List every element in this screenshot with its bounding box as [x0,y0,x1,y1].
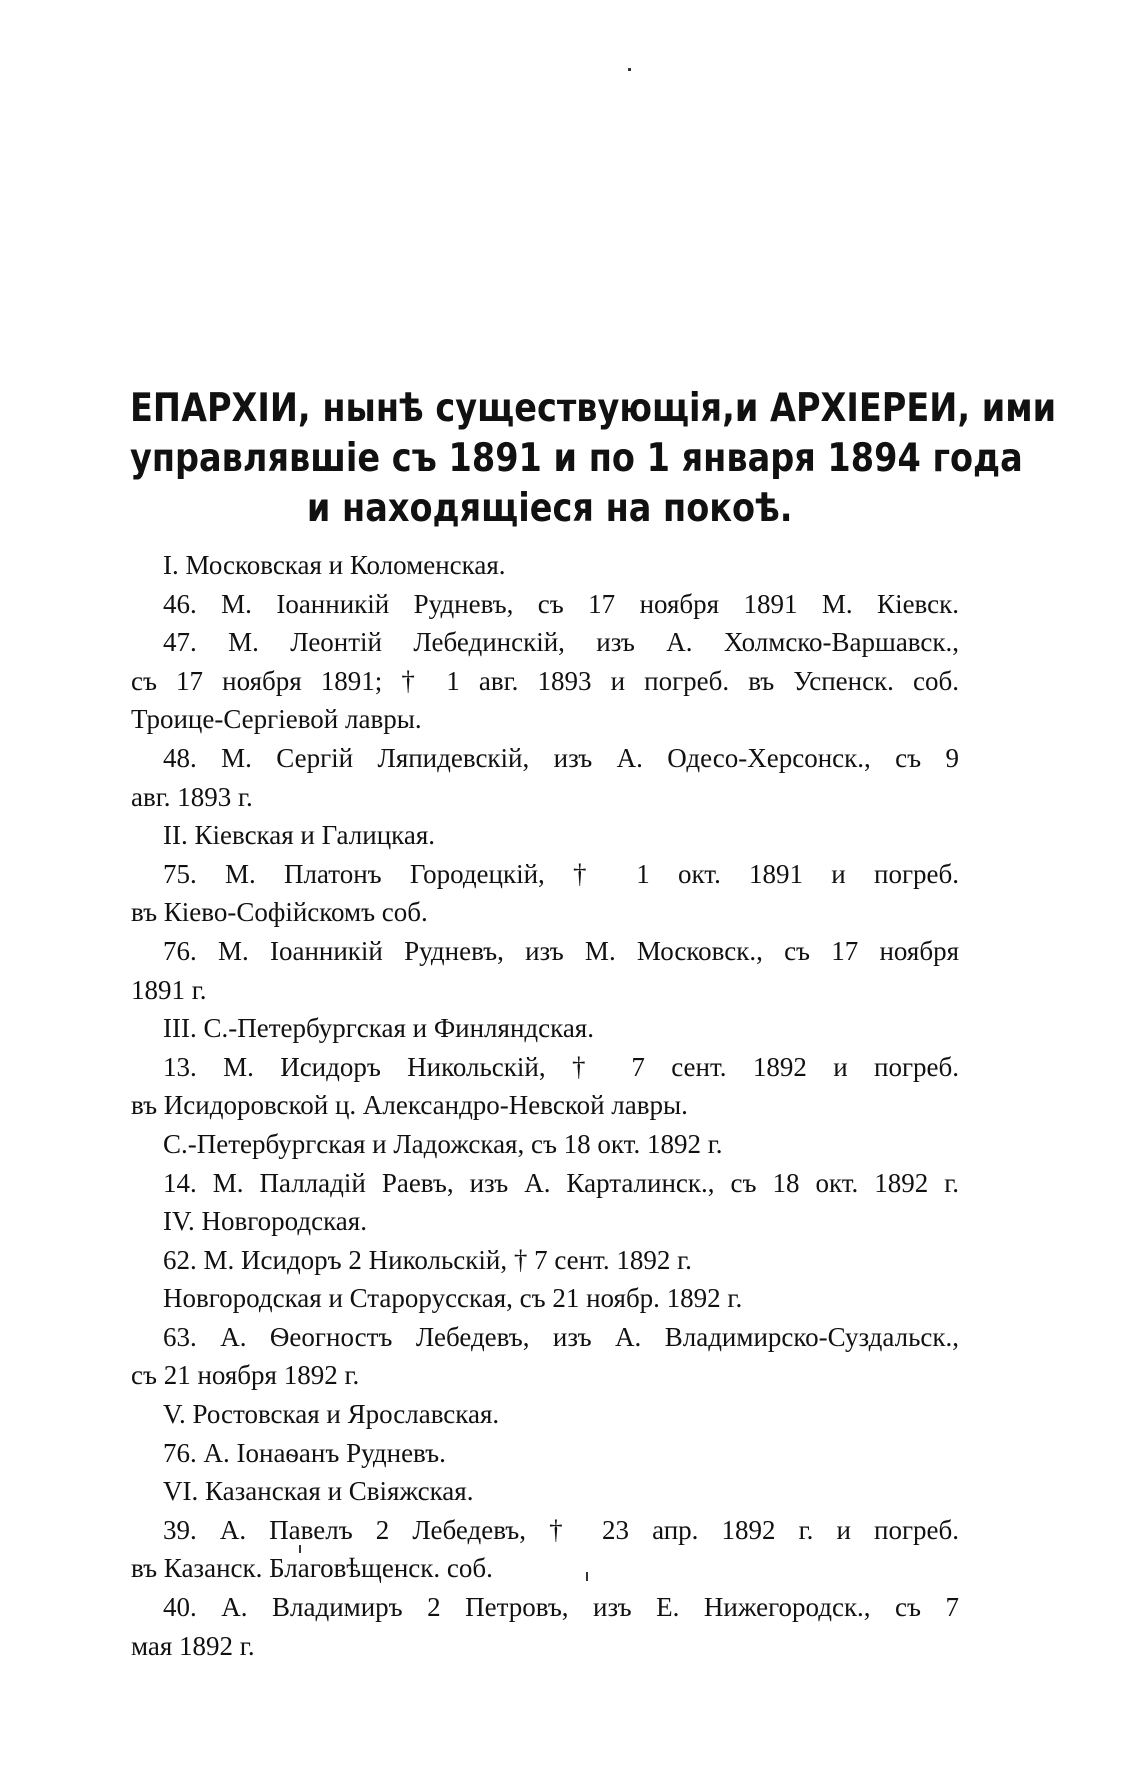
text-line: 40. А. Владимиръ 2 Петровъ, изъ Е. Нижегородск., съ 7 [163,1592,959,1623]
section-heading: I. Московская и Коломенская. [163,550,506,580]
text-line: 39. А. Павелъ 2 Лебедевъ, † 23 апр. 1892 г. и погреб. [163,1514,959,1545]
section-heading: III. С.-Петербургская и Финляндская. [163,1013,594,1044]
title-line-2: управлявшіе съ 1891 и по 1 января 1894 года [130,436,1023,481]
text-line: 75. М. Платонъ Городецкій, † 1 окт. 1891 и погреб. [163,858,959,889]
page-title [130,384,1057,534]
title-line-3: и находящіеся на покоѣ. [306,486,793,531]
text-line: 76. М. Іоанникій Рудневъ, изъ М. Московск., съ 17 ноября [163,935,959,966]
text-line: въ Казанск. Благовѣщенск. соб. [131,1553,493,1584]
text-line: 46. М. Іоанникій Рудневъ, съ 17 ноября 1891 М. Кіевск. [163,588,959,619]
text-line: 13. М. Исидоръ Никольскій, † 7 сент. 1892 и погреб. [163,1051,959,1082]
text-line: 63. А. Ѳеогностъ Лебедевъ, изъ А. Владимирско-Суздальск., [163,1321,959,1352]
text-line: въ Исидоровской ц. Александро-Невской лавры. [131,1090,688,1121]
section-heading: VI. Казанская и Свіяжская. [163,1476,474,1507]
text-line: Новгородская и Старорусская, съ 21 ноябр. 1892 г. [163,1283,743,1314]
text-line: 14. М. Палладій Раевъ, изъ А. Карталинск., съ 18 окт. 1892 г. [163,1167,959,1198]
section-heading: IV. Новгородская. [163,1206,367,1237]
document-body [131,546,959,1665]
text-line: 48. М. Сергій Ляпидевскій, изъ А. Одесо-Херсонск., съ 9 [163,742,959,773]
text-line: въ Кіево-Софійскомъ соб. [131,897,428,928]
text-line: 1891 г. [131,974,207,1005]
text-line: С.-Петербургская и Ладожская, съ 18 окт. 1892 г. [163,1128,723,1159]
text-line: 76. А. Іонаѳанъ Рудневъ. [163,1437,446,1468]
text-line: Троице-Сергіевой лавры. [131,704,422,735]
section-heading: II. Кіевская и Галицкая. [163,820,436,851]
text-line: мая 1892 г. [131,1630,255,1661]
text-line: 47. М. Леонтій Лебединскій, изъ А. Холмско-Варшавск., [163,627,959,658]
print-speck [586,1572,588,1581]
print-speck [299,1545,301,1553]
text-line: съ 17 ноября 1891; † 1 авг. 1893 и погреб. въ Успенск. соб. [131,665,959,696]
text-line: съ 21 ноября 1892 г. [131,1360,360,1391]
title-line-1: ЕПАРХІИ, нынѣ существующія,и АРХІЕРЕИ, ими [130,386,1057,431]
text-line: 62. М. Исидоръ 2 Никольскій, † 7 сент. 1892 г. [163,1244,692,1275]
text-line: авг. 1893 г. [131,781,253,812]
print-speck [628,68,631,71]
section-heading: V. Ростовская и Ярославская. [163,1399,500,1430]
